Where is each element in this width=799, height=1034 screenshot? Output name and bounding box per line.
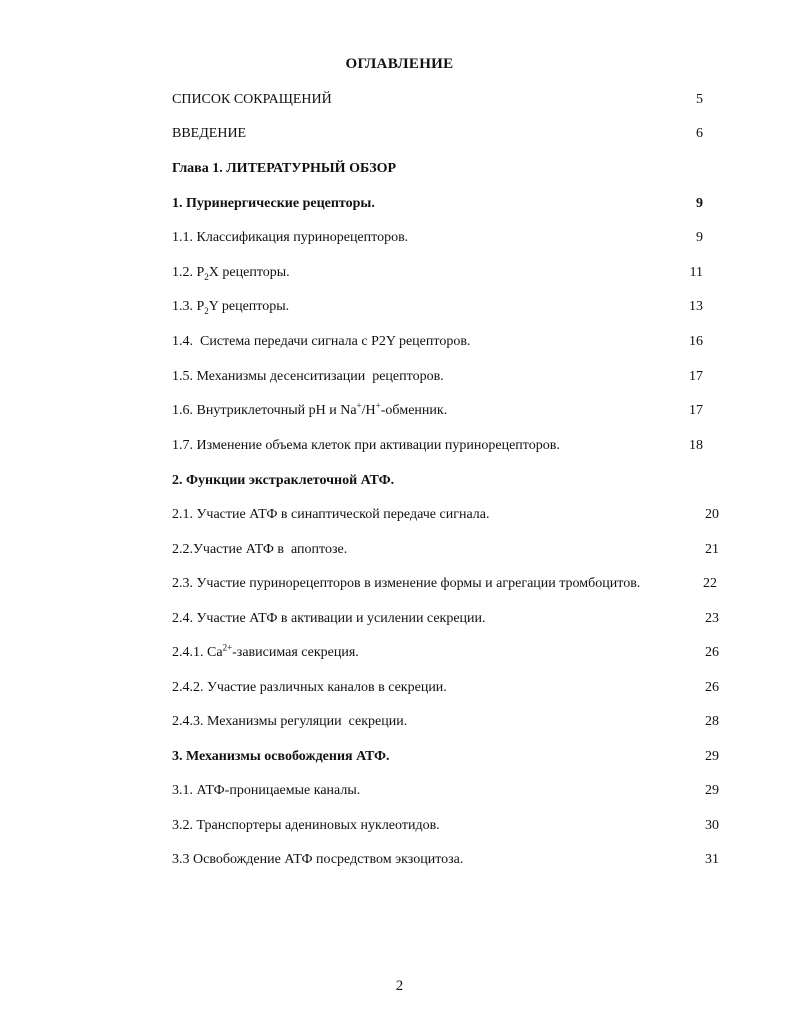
- toc-entry-1-3: [172, 297, 703, 317]
- toc-page: 30: [705, 818, 719, 833]
- toc-page: 22: [703, 576, 717, 591]
- toc-label: 2.4.3. Механизмы регуляции секреции.: [172, 714, 408, 729]
- toc-entry-1-4: [172, 332, 703, 352]
- toc-entry-2-4: [172, 609, 719, 629]
- toc-entry-section-2: [172, 471, 703, 491]
- toc-label: Глава 1. ЛИТЕРАТУРНЫЙ ОБЗОР: [172, 161, 397, 176]
- toc-label-prefix: 1.2. P: [172, 265, 205, 280]
- toc-page: 11: [689, 265, 703, 280]
- toc-entry-section-1: [172, 194, 703, 214]
- toc-entry-1-2: [172, 263, 703, 283]
- toc-page: 21: [705, 542, 719, 557]
- toc-label-middle: /H: [361, 403, 376, 418]
- toc-entry-abbreviations: [172, 90, 703, 110]
- toc-label: 3.2. Транспортеры адениновых нуклеотидов.: [172, 818, 440, 833]
- toc-label: 1.7. Изменение объема клеток при активации пуринорецепторов.: [172, 438, 560, 453]
- toc-entry-chapter-1: [172, 159, 703, 179]
- toc-page: 13: [689, 299, 703, 314]
- toc-label: [172, 643, 359, 663]
- toc-entry-3-3: [172, 850, 719, 870]
- toc-page: 9: [696, 196, 703, 211]
- toc-label-superscript: +: [356, 400, 362, 411]
- toc-label: 3.1. АТФ-проницаемые каналы.: [172, 783, 361, 798]
- toc-label: 2.1. Участие АТФ в синаптической передаче сигнала.: [172, 507, 490, 522]
- toc-entry-introduction: [172, 124, 703, 144]
- toc-entry-2-3: [172, 574, 717, 594]
- toc-entry-2-4-2: [172, 678, 719, 698]
- toc-label: [172, 263, 290, 283]
- toc-page: 31: [705, 852, 719, 867]
- toc-entry-section-3: [172, 747, 719, 767]
- toc-label-suffix: -зависимая секреция.: [232, 645, 359, 660]
- toc-label-prefix: 1.6. Внутриклеточный pH и Na: [172, 403, 357, 418]
- toc-label: 3.3 Освобождение АТФ посредством экзоцитоза.: [172, 852, 464, 867]
- toc-label-prefix: 1.3. P: [172, 299, 205, 314]
- toc-page: 26: [705, 680, 719, 695]
- toc-entry-2-2: [172, 540, 719, 560]
- toc-page: 23: [705, 611, 719, 626]
- toc-label-suffix: -обменник.: [380, 403, 448, 418]
- toc-entry-1-7: [172, 436, 703, 456]
- toc-entry-2-4-3: [172, 712, 719, 732]
- toc-page: 20: [705, 507, 719, 522]
- toc-label-subscript: 2: [204, 305, 209, 316]
- toc-label: ВВЕДЕНИЕ: [172, 126, 247, 141]
- toc-page: 28: [705, 714, 719, 729]
- toc-entry-1-1: [172, 228, 703, 248]
- toc-label: 2.4. Участие АТФ в активации и усилении секреции.: [172, 611, 486, 626]
- page-number: 2: [395, 978, 404, 994]
- toc-label: 1.4. Система передачи сигнала с P2Y рецепторов.: [172, 334, 471, 349]
- toc-label: [172, 297, 289, 317]
- toc-label: [172, 401, 447, 421]
- toc-label: СПИСОК СОКРАЩЕНИЙ: [172, 92, 332, 107]
- toc-label: 2.4.2. Участие различных каналов в секреции.: [172, 680, 447, 695]
- toc-label: 3. Механизмы освобождения АТФ.: [172, 749, 390, 764]
- toc-page: 9: [696, 230, 703, 245]
- toc-label-suffix: X рецепторы.: [208, 265, 290, 280]
- toc-entry-2-1: [172, 505, 719, 525]
- toc-page: 5: [696, 92, 703, 107]
- toc-label: 1.5. Механизмы десенситизации рецепторов.: [172, 369, 444, 384]
- toc-label-subscript: 2: [204, 271, 209, 282]
- toc-page: 17: [689, 369, 703, 384]
- toc-page: 16: [689, 334, 703, 349]
- toc-label-prefix: 2.4.1. Ca: [172, 645, 223, 660]
- toc-label-superscript: 2+: [222, 642, 233, 653]
- page-title: ОГЛАВЛЕНИЕ: [345, 56, 454, 72]
- toc-page: 6: [696, 126, 703, 141]
- toc-label: 1.1. Классификация пуринорецепторов.: [172, 230, 409, 245]
- toc-entry-3-1: [172, 781, 719, 801]
- toc-label: 2.3. Участие пуринорецепторов в изменение формы и агрегации тромбоцитов.: [172, 576, 641, 591]
- toc-page: 29: [705, 749, 719, 764]
- toc-entry-2-4-1: [172, 643, 719, 663]
- toc-entry-1-5: [172, 367, 703, 387]
- toc-entry-1-6: [172, 401, 703, 421]
- toc-page: 18: [689, 438, 703, 453]
- toc-label: 2. Функции экстраклеточной АТФ.: [172, 473, 395, 488]
- toc-page: 26: [705, 645, 719, 660]
- toc-page: 29: [705, 783, 719, 798]
- toc-label: 1. Пуринергические рецепторы.: [172, 196, 375, 211]
- toc-label: 2.2.Участие АТФ в апоптозе.: [172, 542, 348, 557]
- toc-page: 17: [689, 403, 703, 418]
- toc-entry-3-2: [172, 816, 719, 836]
- toc-label-suffix: Y рецепторы.: [208, 299, 290, 314]
- toc-label-superscript: +: [375, 400, 381, 411]
